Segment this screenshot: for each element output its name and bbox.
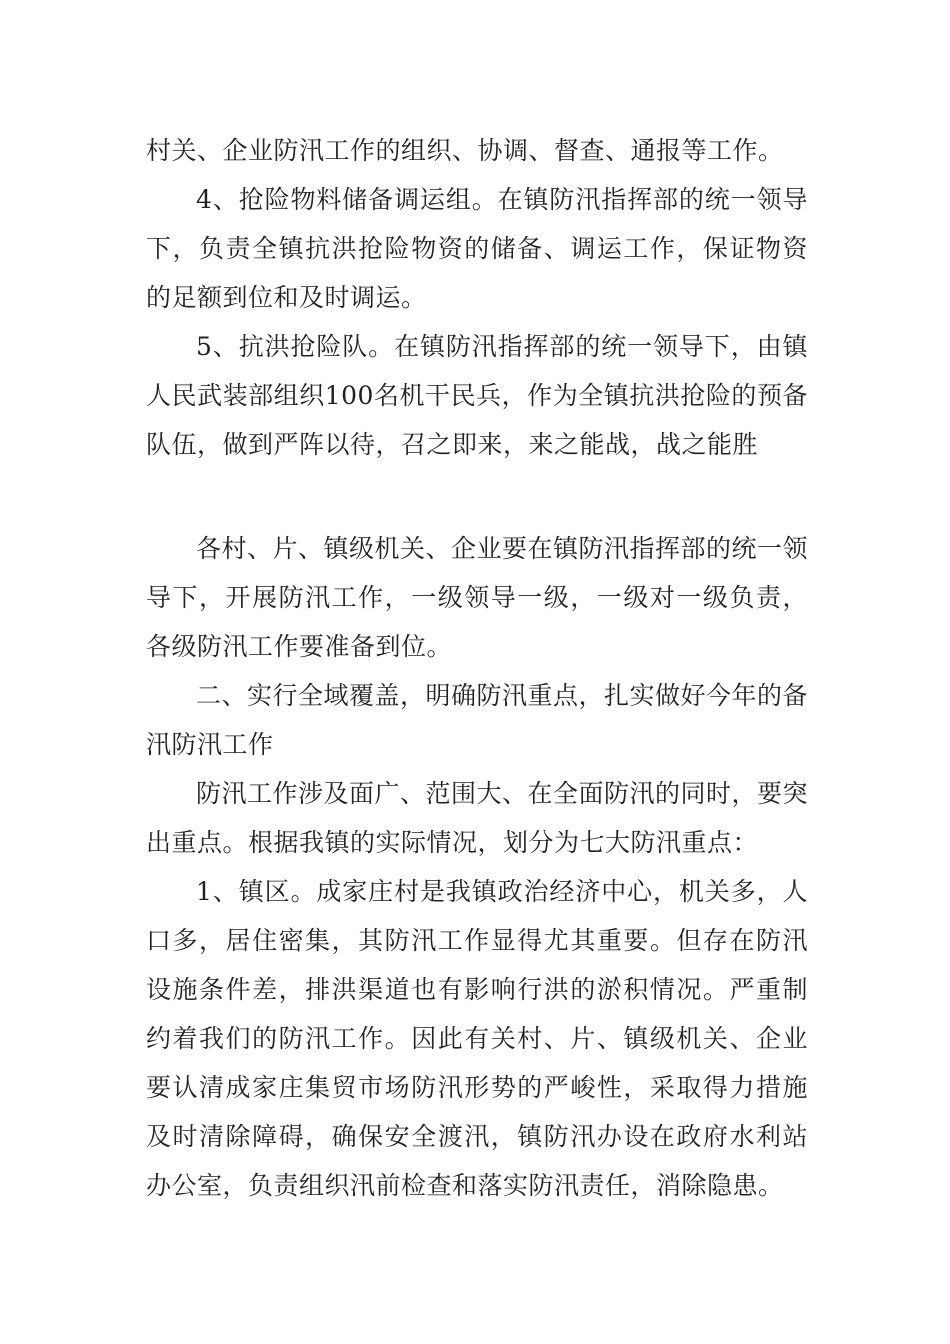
paragraph: 防汛工作涉及面广、范围大、在全面防汛的同时，要突出重点。根据我镇的实际情况，划分为七大防汛重点： xyxy=(146,779,809,857)
text-block-upper xyxy=(146,126,808,469)
section-heading: 二、实行全域覆盖，明确防汛重点，扎实做好今年的备汛防汛工作 xyxy=(146,681,809,759)
text-block-lower xyxy=(146,524,808,1210)
paragraph: 各村、片、镇级机关、企业要在镇防汛指挥部的统一领导下，开展防汛工作，一级领导一级，一级对一级负责，各级防汛工作要准备到位。 xyxy=(146,534,809,661)
paragraph: 4、抢险物料储备调运组。在镇防汛指挥部的统一领导下，负责全镇抗洪抢险物资的储备、调运工作，保证物资的足额到位和及时调运。 xyxy=(146,185,808,312)
paragraph: 村关、企业防汛工作的组织、协调、督查、通报等工作。 xyxy=(146,136,784,165)
paragraph: 5、抗洪抢险队。在镇防汛指挥部的统一领导下，由镇人民武装部组织100名机干民兵，作为全镇抗洪抢险的预备队伍，做到严阵以待，召之即来，来之能战，战之能胜 xyxy=(146,332,808,459)
paragraph: 1、镇区。成家庄村是我镇政治经济中心，机关多，人口多，居住密集，其防汛工作显得尤其重要。但存在防汛设施条件差，排洪渠道也有影响行洪的淤积情况。严重制约着我们的防汛工作。因此有关村、片、镇级机关、企业要认清成家庄集贸市场防汛形势的严峻性，采取得力措施及时清除障碍，确保安全渡汛，镇防汛办设在政府水利站办公室，负责组织汛前检查和落实防汛责任，消除隐患。 xyxy=(146,877,808,1200)
